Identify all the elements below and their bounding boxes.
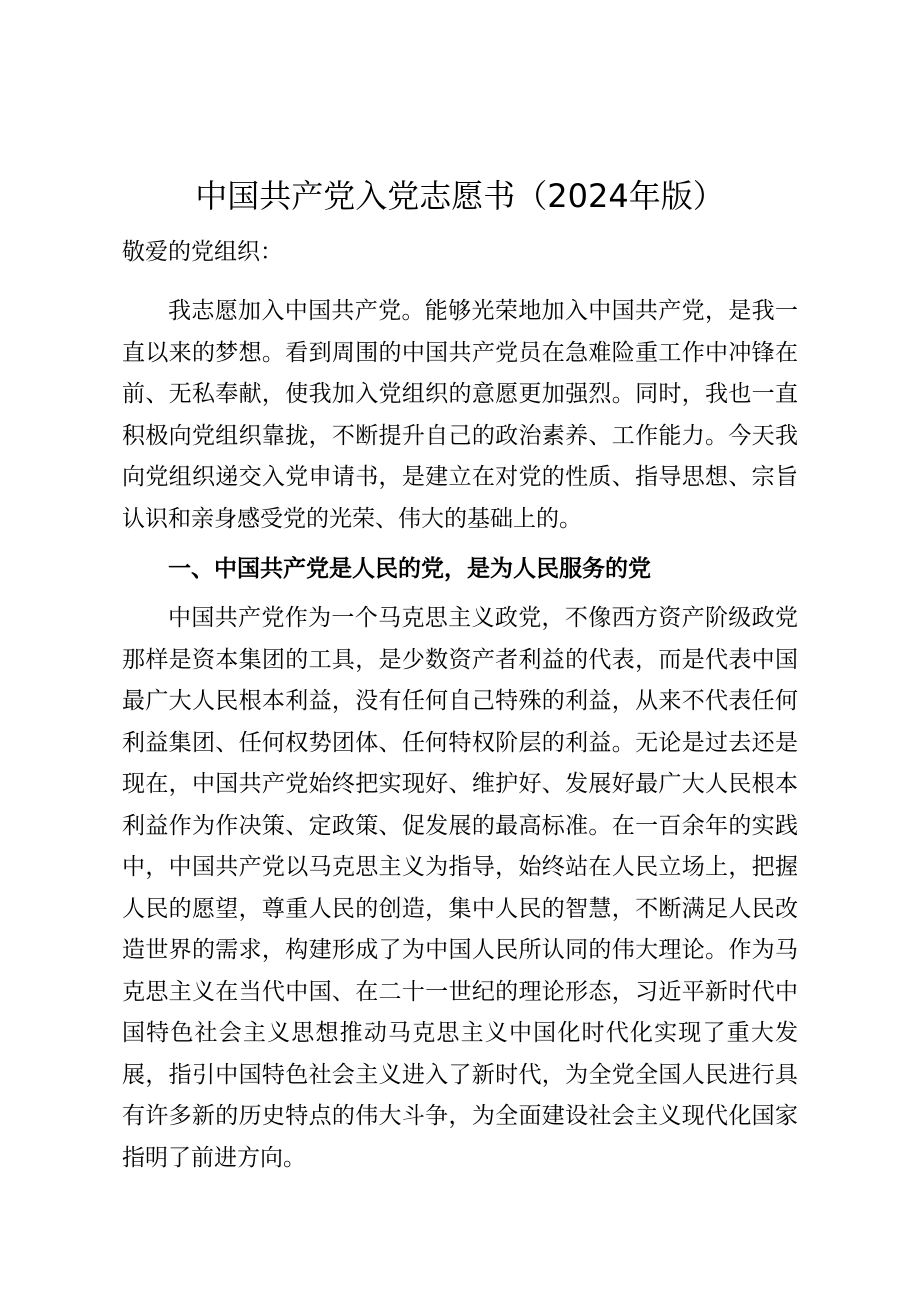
section-paragraph: 中国共产党作为一个马克思主义政党，不像西方资产阶级政党那样是资本集团的工具，是少数资产者利益的代表，而是代表中国最广大人民根本利益，没有任何自己特殊的利益，从来不代表任何利益集团、任何权势团体、任何特权阶层的利益。无论是过去还是现在，中国共产党始终把实现好、维护好、发展好最广大人民根本利益作为作决策、定政策、促发展的最高标准。在一百余年的实践中，中国共产党以马克思主义为指导，始终站在人民立场上，把握人民的愿望，尊重人民的创造，集中人民的智慧，不断满足人民改造世界的需求，构建形成了为中国人民所认同的伟大理论。作为马克思主义在当代中国、在二十一世纪的理论形态，习近平新时代中国特色社会主义思想推动马克思主义中国化时代化实现了重大发展，指引中国特色社会主义进入了新时代，为全党全国人民进行具有许多新的历史特点的伟大斗争，为全面建设社会主义现代化国家指明了前进方向。 xyxy=(122,605,798,1171)
intro-paragraph: 我志愿加入中国共产党。能够光荣地加入中国共产党，是我一直以来的梦想。看到周围的中国共产党员在急难险重工作中冲锋在前、无私奉献，使我加入党组织的意愿更加强烈。同时，我也一直积极向党组织靠拢，不断提升自己的政治素养、工作能力。今天我向党组织递交入党申请书，是建立在对党的性质、指导思想、宗旨认识和亲身感受党的光荣、伟大的基础上的。 xyxy=(122,298,798,532)
document-title: 中国共产党入党志愿书（2024年版） xyxy=(195,177,725,215)
section-heading: 一、中国共产党是人民的党，是为人民服务的党 xyxy=(168,556,651,582)
salutation: 敬爱的党组织： xyxy=(122,239,283,265)
document-body xyxy=(122,232,798,1179)
